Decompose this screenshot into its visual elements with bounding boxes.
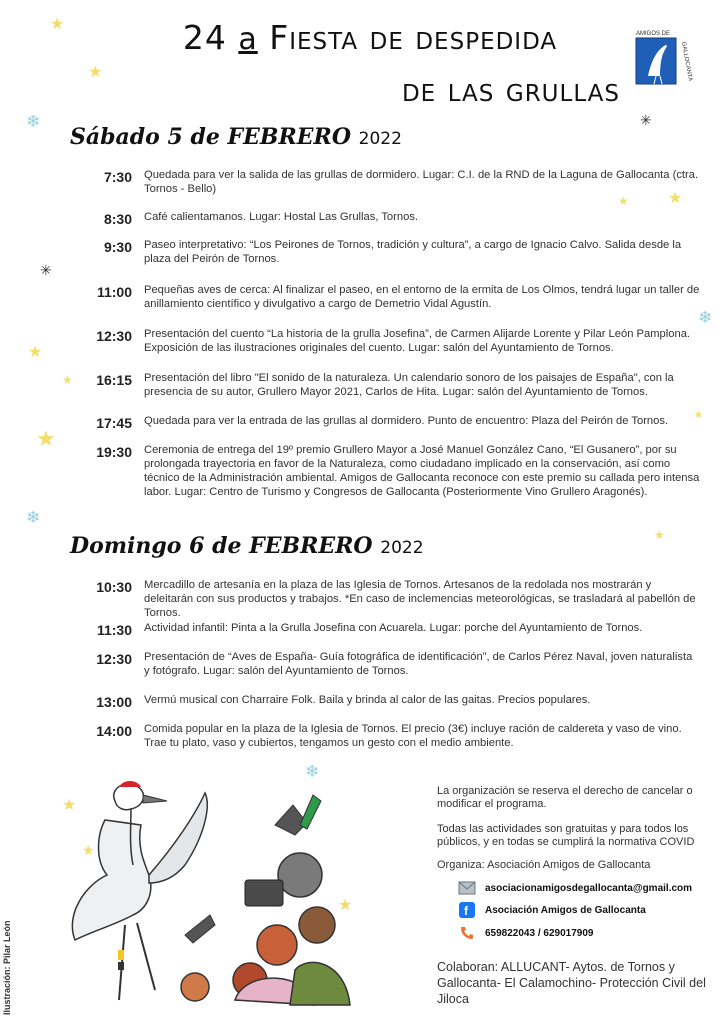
facebook-icon bbox=[458, 902, 476, 918]
sparkle-icon: ✳ bbox=[40, 262, 52, 278]
event-time: 10:30 bbox=[96, 579, 132, 595]
contact-email[interactable] bbox=[458, 880, 692, 896]
star-icon: ★ bbox=[50, 16, 65, 33]
star-icon: ★ bbox=[88, 64, 103, 81]
snowflake-icon: ✳ bbox=[640, 112, 652, 128]
event-row bbox=[80, 650, 700, 678]
event-row bbox=[80, 578, 700, 620]
reserve-note: La organización se reserva el derecho de cancelar o modificar el programa. bbox=[437, 785, 693, 810]
event-time: 8:30 bbox=[103, 211, 132, 227]
amigos-gallocanta-logo bbox=[634, 28, 704, 90]
event-time: 9:30 bbox=[103, 239, 132, 255]
event-description: Quedada para ver la salida de las grullas de dormidero. Lugar: C.I. de la RND de la Laguna de Gallocanta (ctra. Tornos - Bello) bbox=[144, 169, 699, 195]
event-row bbox=[80, 238, 700, 266]
event-description: Paseo interpretativo: “Los Peirones de Tornos, tradición y cultura”, a cargo de Ignacio Calvo. Salida desde la plaza del Peirón de Tornos. bbox=[144, 239, 682, 265]
event-description: Pequeñas aves de cerca: Al finalizar el paseo, en el entorno de la ermita de Los Olmos, tendrá lugar un taller de anillamiento científico y divulgativo a cargo de Demetrio Vidal Agustín. bbox=[144, 284, 700, 310]
contact-phone-text: 659822043 / 629017909 bbox=[485, 927, 594, 939]
snowflake-icon: ❄ bbox=[26, 508, 41, 527]
title-text-line1: Fiesta de despedida bbox=[269, 18, 558, 57]
event-time: 11:30 bbox=[96, 622, 132, 638]
star-icon: ★ bbox=[62, 797, 77, 814]
event-time: 13:00 bbox=[96, 694, 132, 710]
star-icon: ★ bbox=[82, 842, 95, 858]
contact-phone[interactable] bbox=[458, 925, 593, 941]
star-icon: ★ bbox=[28, 344, 43, 361]
event-row bbox=[80, 621, 700, 638]
snowflake-icon: ❄ bbox=[26, 112, 41, 131]
free-note: Todas las actividades son gratuitas y para todos los públicos, y en todas se cumplirá la normativa COVID bbox=[437, 823, 695, 848]
event-row bbox=[80, 693, 700, 710]
event-description: Presentación de “Aves de España- Guía fotográfica de identificación”, de Carlos Pérez Naval, joven naturalista y fotógrafo. Lugar: salón del Ayuntamiento de Tornos. bbox=[144, 651, 693, 677]
svg-text:f: f bbox=[464, 904, 468, 918]
event-row bbox=[80, 371, 700, 399]
star-icon: ★ bbox=[618, 194, 629, 208]
day-year: 2022 bbox=[380, 538, 424, 558]
contact-facebook-text: Asociación Amigos de Gallocanta bbox=[485, 904, 646, 916]
star-icon: ★ bbox=[694, 410, 703, 421]
snowflake-icon: ❄ bbox=[698, 308, 713, 327]
event-time: 19:30 bbox=[96, 444, 132, 460]
event-time: 12:30 bbox=[96, 651, 132, 667]
organiza-note: Organiza: Asociación Amigos de Gallocanta bbox=[437, 859, 651, 871]
event-description: Mercadillo de artesanía en la plaza de las Iglesia de Tornos. Artesanos de la redolada nos mostrarán y deleitarán con sus productos y trabajos. *En caso de inclemencias meteorológicas, se trasladará al pabellón de Tornos. bbox=[144, 579, 696, 619]
event-time: 14:00 bbox=[96, 723, 132, 739]
day-label: Domingo 6 de FEBRERO bbox=[70, 533, 373, 559]
collaborators-note: Colaboran: ALLUCANT- Aytos. de Tornos y Gallocanta- El Calamochino- Protección Civil del Jiloca bbox=[437, 960, 706, 1006]
event-time: 11:00 bbox=[96, 284, 132, 300]
phone-icon bbox=[458, 925, 476, 941]
day-label: Sábado 5 de FEBRERO bbox=[70, 124, 351, 150]
star-icon: ★ bbox=[654, 528, 665, 542]
event-description: Ceremonia de entrega del 19º premio Grullero Mayor a José Manuel González Cano, “El Gusanero”, por su prolongada trayectoria en favor de la Naturaleza, como ciudadano implicado en la conservación, así como técnico de la Administración ambiental. Amigos de Gallocanta reconoce con este premio su callada pero intensa labor. Lugar: Centro de Turismo y Congresos de Gallocanta (Posteriormente Vino Grullero Aragonés). bbox=[144, 444, 700, 498]
event-description: Vermú musical con Charraire Folk. Baila y brinda al calor de las gaitas. Precios populares. bbox=[144, 694, 591, 706]
event-row bbox=[80, 283, 700, 311]
star-icon: ★ bbox=[62, 373, 73, 387]
event-description: Comida popular en la plaza de la Iglesia de Tornos. El precio (3€) incluye ración de caldereta y vaso de vino. Trae tu plato, vaso y cubiertos, tengamos un gesto con el medio ambiente. bbox=[144, 723, 682, 749]
contact-email-text: asociacionamigosdegallocanta@gmail.com bbox=[485, 882, 693, 894]
star-icon: ★ bbox=[668, 190, 683, 207]
illustration-credit: Ilustración: Pilar León bbox=[2, 920, 12, 1015]
snowflake-icon: ❄ bbox=[305, 762, 320, 781]
day-heading-sunday bbox=[70, 533, 424, 559]
logo-text-top: AMIGOS DE bbox=[636, 31, 671, 37]
day-heading-saturday bbox=[70, 124, 402, 150]
event-description: Presentación del libro "El sonido de la naturaleza. Un calendario sonoro de los paisajes de España", con la presencia de su autor, Grullero Mayor 2021, Carlos de Hita. Lugar: salón del Ayuntamiento de Tornos. bbox=[144, 372, 674, 398]
event-row bbox=[80, 722, 700, 750]
event-row bbox=[80, 327, 700, 355]
star-icon: ★ bbox=[36, 426, 56, 451]
event-description: Actividad infantil: Pinta a la Grulla Josefina con Acuarela. Lugar: porche del Ayuntamiento de Tornos. bbox=[144, 622, 643, 634]
crane-illustration bbox=[45, 765, 385, 1020]
title-ordinal: 24 bbox=[182, 18, 227, 57]
star-icon: ★ bbox=[338, 897, 353, 914]
page-title-line1 bbox=[110, 18, 630, 57]
event-description: Presentación del cuento “La historia de la grulla Josefina”, de Carmen Alijarde Lorente y Pilar León Pamplona. Exposición de las ilustraciones originales del cuento. Lugar: salón del Ayuntamiento de Tornos. bbox=[144, 328, 691, 354]
mail-icon bbox=[458, 880, 476, 896]
logo-text-side: GALLOCANTA bbox=[680, 41, 693, 82]
contact-facebook[interactable] bbox=[458, 902, 646, 918]
event-row bbox=[80, 414, 700, 431]
event-description: Café calientamanos. Lugar: Hostal Las Grullas, Tornos. bbox=[144, 211, 419, 223]
event-row bbox=[80, 210, 700, 227]
event-description: Quedada para ver la entrada de las grullas al dormidero. Punto de encuentro: Plaza del Peirón de Tornos. bbox=[144, 415, 669, 427]
title-ordinal-mark: a bbox=[238, 22, 258, 57]
event-time: 7:30 bbox=[103, 169, 132, 185]
event-row bbox=[80, 443, 700, 499]
page-title-line2: de las grullas bbox=[401, 70, 620, 109]
event-time: 17:45 bbox=[96, 415, 132, 431]
day-year: 2022 bbox=[358, 129, 402, 149]
event-time: 12:30 bbox=[96, 328, 132, 344]
event-row bbox=[80, 168, 700, 196]
event-time: 16:15 bbox=[96, 372, 132, 388]
